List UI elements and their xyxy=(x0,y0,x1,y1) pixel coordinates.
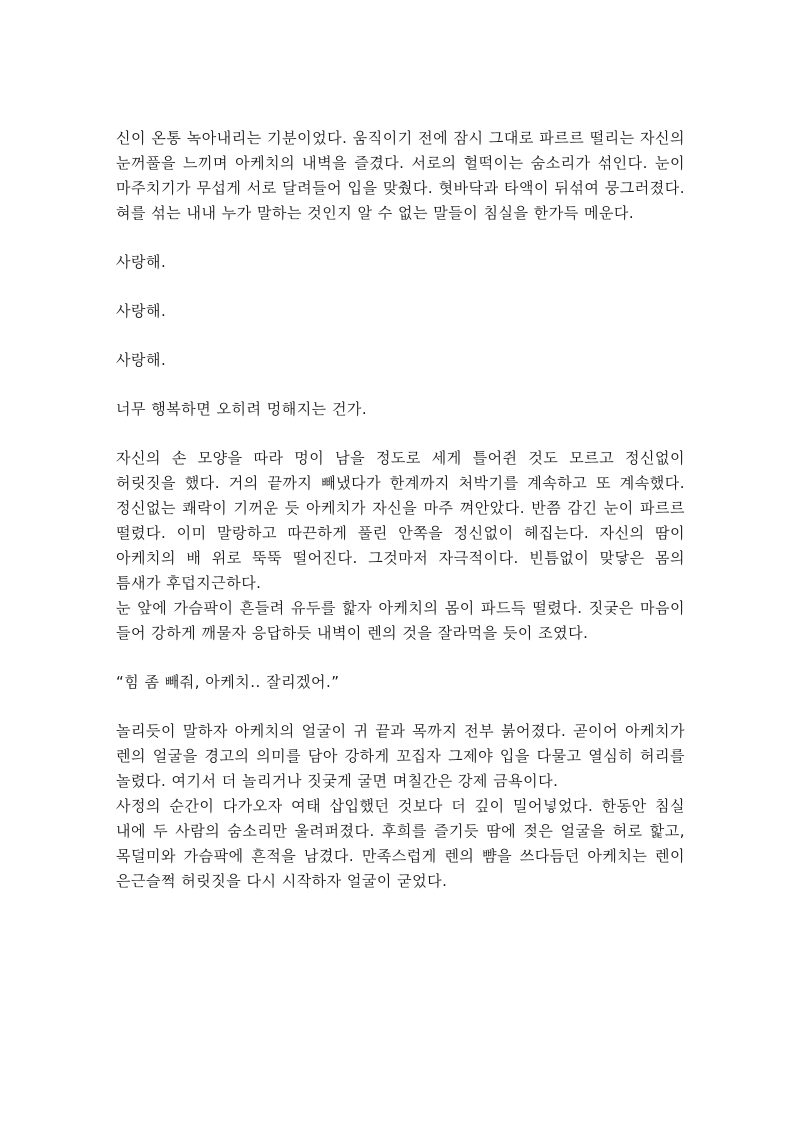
paragraph-9: 놀리듯이 말하자 아케치의 얼굴이 귀 끝과 목까지 전부 붉어졌다. 곧이어 아케치가 렌의 얼굴을 경고의 의미를 담아 강하게 꼬집자 그제야 입을 다물고 열심히 허리를 놀렸다. 여기서 더 놀리거나 짓궂게 굴면 며칠간은 강제 금욕이다. xyxy=(116,722,685,790)
paragraph-10: 사정의 순간이 다가오자 여태 삽입했던 것보다 더 깊이 밀어넣었다. 한동안 침실 내에 두 사람의 숨소리만 울려퍼졌다. 후희를 즐기듯 땀에 젖은 얼굴을 허로 핥고, 목덜미와 가슴팍에 흔적을 남겼다. 만족스럽게 렌의 뺨을 쓰다듬던 아케치는 렌이 은근슬쩍 허릿짓을 다시 시작하자 얼굴이 굳었다. xyxy=(116,797,685,890)
paragraph-2: 사랑해. xyxy=(116,253,167,271)
paragraph-6: 자신의 손 모양을 따라 멍이 남을 정도로 세게 틀어쥔 것도 모르고 정신없이 허릿짓을 했다. 거의 끝까지 빼냈다가 한계까지 처박기를 계속하고 또 계속했다. 정신없는 쾌락이 기꺼운 듯 아케치가 자신을 마주 껴안았다. 반쯤 감긴 눈이 파르르 떨렸다. 이미 말랑하고 따끈하게 풀린 안쪽을 정신없이 헤집는다. 자신의 땀이 아케치의 배 위로 뚝뚝 떨어진다. 그것마저 자극적이다. 빈틈없이 맞닿은 몸의 틈새가 후덥지근하다. xyxy=(116,449,685,592)
document-body xyxy=(116,126,685,894)
paragraph-7: 눈 앞에 가슴팍이 흔들려 유두를 핥자 아케치의 몸이 파드득 떨렸다. 짓궂은 마음이 들어 강하게 깨물자 응답하듯 내벽이 렌의 것을 잘라먹을 듯이 조였다. xyxy=(116,599,685,642)
paragraph-3: 사랑해. xyxy=(116,302,167,320)
paragraph-1: 신이 온통 녹아내리는 기분이었다. 움직이기 전에 잠시 그대로 파르르 떨리는 자신의 눈꺼풀을 느끼며 아케치의 내벽을 즐겼다. 서로의 헐떡이는 숨소리가 섞인다. 눈이 마주치기가 무섭게 서로 달려들어 입을 맞췄다. 혓바닥과 타액이 뒤섞여 뭉그러졌다. 혀를 섞는 내내 누가 말하는 것인지 알 수 없는 말들이 침실을 한가득 메운다. xyxy=(116,129,685,222)
paragraph-5: 너무 행복하면 오히려 멍해지는 건가. xyxy=(116,400,368,418)
paragraph-4: 사랑해. xyxy=(116,351,167,369)
paragraph-8: “힘 좀 빼줘, 아케치.. 잘리겠어.” xyxy=(116,673,340,691)
